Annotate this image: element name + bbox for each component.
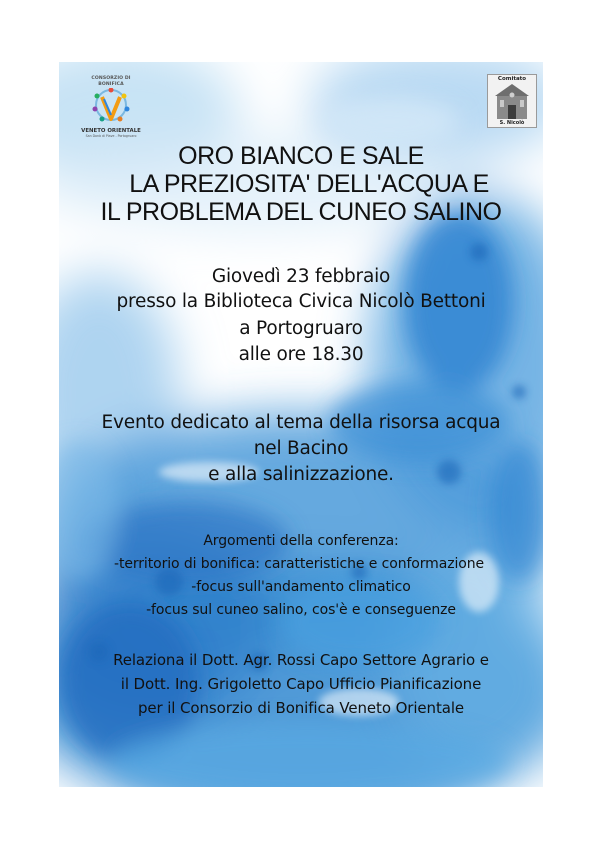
logo-right-bottom-text: S. Nicolò xyxy=(499,120,525,126)
comitato-logo xyxy=(487,74,537,128)
topic-item-1: -territorio di bonifica: caratteristiche e conformazione xyxy=(114,556,484,572)
title-line-3: IL PROBLEMA DEL CUNEO SALINO xyxy=(100,198,502,226)
title-line-2: LA PREZIOSITA' DELL'ACQUA E xyxy=(129,170,489,198)
topics-heading: Argomenti della conferenza: xyxy=(203,533,399,549)
description-line-3: e alla salinizzazione. xyxy=(208,464,394,485)
event-city: a Portogruaro xyxy=(239,318,363,339)
event-venue: presso la Biblioteca Civica Nicolò Bettoni xyxy=(116,291,486,312)
title-line-1: ORO BIANCO E SALE xyxy=(178,142,424,170)
topic-item-3: -focus sul cuneo salino, cos'è e conseguenze xyxy=(146,602,456,618)
consorzio-emblem-icon xyxy=(89,88,133,124)
speakers-line-1: Relaziona il Dott. Agr. Rossi Capo Settore Agrario e xyxy=(113,651,489,669)
logo-left-small-text: San Donà di Piave - Portogruaro xyxy=(85,134,137,138)
speakers-line-2: il Dott. Ing. Grigoletto Capo Ufficio Pianificazione xyxy=(120,675,482,693)
topic-item-2: -focus sull'andamento climatico xyxy=(191,579,411,595)
logo-left-bottom-text: VENETO ORIENTALE xyxy=(81,128,141,134)
logo-right-top-text: Comitato xyxy=(497,76,527,82)
consorzio-logo xyxy=(79,76,143,142)
speakers-line-3: per il Consorzio di Bonifica Veneto Orientale xyxy=(137,699,465,717)
poster xyxy=(59,62,543,787)
event-date: Giovedì 23 febbraio xyxy=(211,266,391,287)
event-time: alle ore 18.30 xyxy=(238,344,364,365)
description-line-1: Evento dedicato al tema della risorsa acqua xyxy=(101,412,501,433)
logo-left-top-text: CONSORZIO DI BONIFICA xyxy=(91,76,131,87)
description-line-2: nel Bacino xyxy=(253,438,349,459)
